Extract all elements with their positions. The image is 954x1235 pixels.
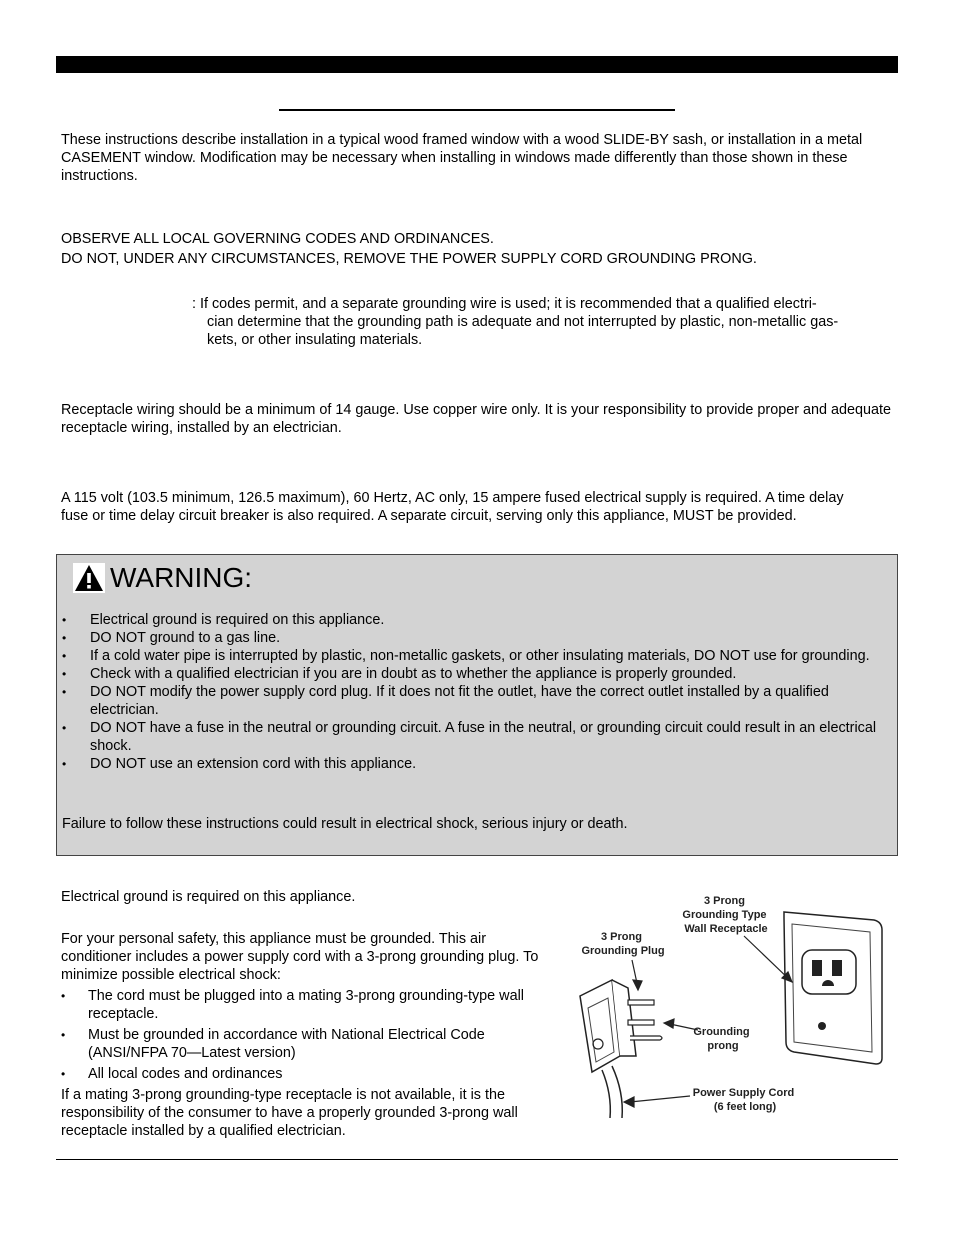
grounding-prong-line: DO NOT, UNDER ANY CIRCUMSTANCES, REMOVE THE POWER SUPPLY CORD GROUNDING PRONG. [61,251,757,267]
warning-item: • DO NOT use an extension cord with this appliance. [57,755,893,773]
codes-line: OBSERVE ALL LOCAL GOVERNING CODES AND ORDINANCES. [61,231,494,247]
grounding-list [61,987,545,1083]
note-line-2: cian determine that the grounding path is adequate and not interrupted by plastic, non-metallic gas- [207,314,839,330]
outlet-face [802,950,856,994]
grounding-paragraph: For your personal safety, this appliance must be grounded. This air conditioner includes a power supply cord with a 3-prong grounding plug. To minimize possible electrical shock: [61,931,539,983]
outlet-slot-icon [832,960,842,976]
plug-label: 3 Prong Grounding Plug [581,931,665,957]
warning-item: • Check with a qualified electrician if you are in doubt as to whether the appliance is properly grounded. [57,665,893,683]
warning-triangle-icon [73,563,105,593]
warning-footer: Failure to follow these instructions could result in electrical shock, serious injury or death. [62,816,628,832]
receptacle-label: 3 Prong Grounding Type Wall Receptacle [682,895,768,935]
plug-blade-icon [628,1020,654,1025]
warning-box [56,554,898,856]
warning-item: • DO NOT ground to a gas line. [57,629,893,647]
grounding-item: • Must be grounded in accordance with National Electrical Code (ANSI/NFPA 70—Latest version) [61,1026,545,1062]
cord-label: Power Supply Cord (6 feet long) [692,1087,795,1113]
screw-icon [818,1022,826,1030]
title-underline [279,109,675,111]
plug-receptacle-illustration [566,888,890,1128]
grounding-required-line: Electrical ground is required on this appliance. [61,889,356,905]
receptacle-wiring-paragraph: Receptacle wiring should be a minimum of 14 gauge. Use copper wire only. It is your responsibility to provide proper and adequate receptacle wiring, installed by an electrician. [61,402,892,436]
grounding-section [61,930,545,1140]
electrical-supply-paragraph: A 115 volt (103.5 minimum, 126.5 maximum), 60 Hertz, AC only, 15 ampere fused electrical supply is required. A time delay fuse or time delay circuit breaker is also required. A separate circuit, serving only this appliance, MUST be provided. [61,490,844,524]
header-bar [56,56,898,73]
prong-label: Grounding prong [693,1026,750,1052]
note-line-3: kets, or other insulating materials. [207,332,423,348]
warning-item: • DO NOT have a fuse in the neutral or grounding circuit. A fuse in the neutral, or grounding circuit could result in an electrical shock. [57,719,893,755]
warning-title: WARNING: [110,562,253,593]
intro-paragraph: These instructions describe installation in a typical wood framed window with a wood SLIDE-BY sash, or installation in a metal CASEMENT window. Modification may be necessary when installing in windows made differently than those shown in these instructions. [61,132,863,184]
grounding-closing-paragraph: If a mating 3-prong grounding-type receptacle is not available, it is the responsibility of the consumer to have a properly grounded 3-prong wall receptacle installed by a qualified electrician. [61,1087,518,1139]
grounding-note [192,295,897,349]
grounding-item: • All local codes and ordinances [61,1065,545,1083]
grounding-prong-icon [630,1036,662,1040]
grounding-item: • The cord must be plugged into a mating 3-prong grounding-type wall receptacle. [61,987,545,1023]
note-line-1: : If codes permit, and a separate grounding wire is used; it is recommended that a qualified electri- [192,296,817,312]
warning-list [57,611,893,773]
power-cord-shape [602,1066,622,1118]
warning-item: • If a cold water pipe is interrupted by plastic, non-metallic gaskets, or other insulating materials, DO NOT use for grounding. [57,647,893,665]
plug-blade-icon [628,1000,654,1005]
footer-rule [56,1159,898,1160]
warning-header [73,561,252,595]
warning-item: • DO NOT modify the power supply cord plug. If it does not fit the outlet, have the correct outlet installed by a qualified electrician. [57,683,893,719]
outlet-slot-icon [812,960,822,976]
warning-item: • Electrical ground is required on this appliance. [57,611,893,629]
